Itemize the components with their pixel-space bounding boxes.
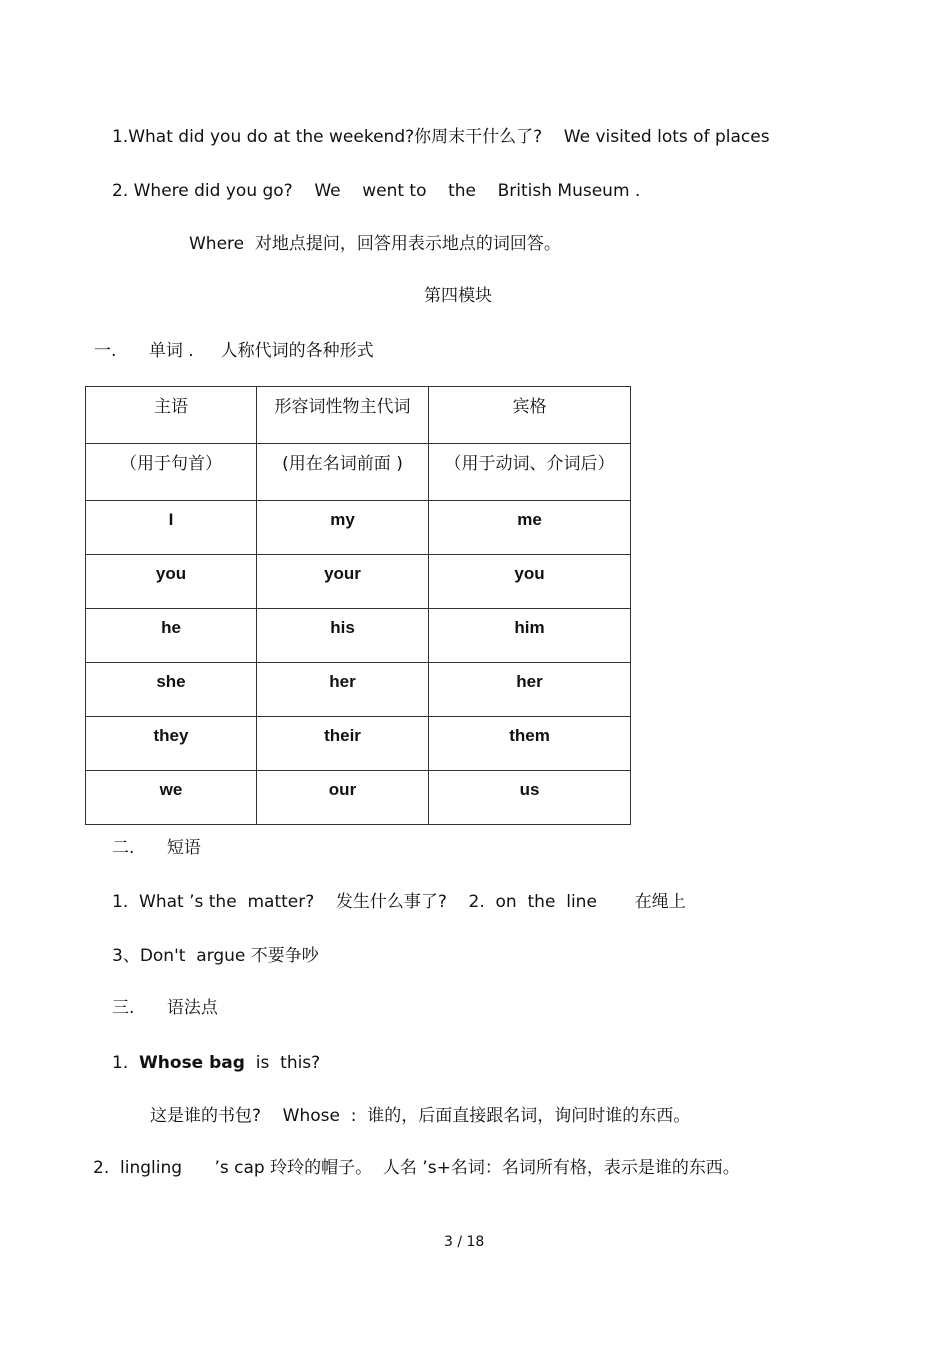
table-cell: you: [86, 555, 257, 609]
note-where: Where 对地点提问，回答用表示地点的词回答。: [189, 234, 561, 254]
table-cell: they: [86, 717, 257, 771]
section-three-heading: 三. 语法点: [112, 998, 218, 1018]
table-cell: her: [257, 663, 429, 717]
table-cell: their: [257, 717, 429, 771]
grammar-possessive: 2. lingling ’s cap 玲玲的帽子。 人名 ’s+名词：名词所有格，表示是谁的东西。: [93, 1158, 740, 1178]
table-cell: your: [257, 555, 429, 609]
table-subheader-row: [86, 444, 631, 501]
phrase-argue: 3、Don't argue 不要争吵: [112, 946, 319, 966]
table-cell: my: [257, 501, 429, 555]
table-header-row: [86, 387, 631, 444]
grammar-whose-question: [112, 1052, 320, 1074]
table-cell: me: [429, 501, 631, 555]
pronoun-table: [85, 386, 631, 825]
phrase-matter-line: 1. What ’s the matter? 发生什么事了? 2. on the line 在绳上: [112, 892, 686, 912]
table-cell: you: [429, 555, 631, 609]
table-header-cell: 宾格: [429, 387, 631, 444]
grammar-bold-phrase: Whose bag: [139, 1053, 245, 1073]
table-cell: he: [86, 609, 257, 663]
table-row: [86, 555, 631, 609]
table-row: [86, 717, 631, 771]
table-subheader-cell: (用在名词前面 ): [257, 444, 429, 501]
table-cell: his: [257, 609, 429, 663]
table-cell: she: [86, 663, 257, 717]
page-number: 3 / 18: [444, 1234, 485, 1250]
table-row: [86, 609, 631, 663]
module-title: 第四模块: [424, 286, 492, 306]
table-subheader-cell: （用于动词、介词后）: [429, 444, 631, 501]
grammar-rest: is this?: [244, 1053, 321, 1073]
table-row: [86, 771, 631, 825]
table-row: [86, 663, 631, 717]
table-header-cell: 形容词性物主代词: [257, 387, 429, 444]
sentence-where: 2. Where did you go? We went to the British Museum .: [112, 181, 641, 201]
grammar-number: 1.: [112, 1053, 140, 1073]
table-cell: our: [257, 771, 429, 825]
section-one-heading: 一. 单词 . 人称代词的各种形式: [94, 341, 374, 361]
sentence-weekend: 1.What did you do at the weekend?你周末干什么了? We visited lots of places: [112, 127, 770, 147]
table-cell: him: [429, 609, 631, 663]
grammar-whose-explanation: 这是谁的书包? Whose : 谁的，后面直接跟名词，询问时谁的东西。: [150, 1106, 691, 1126]
table-cell: her: [429, 663, 631, 717]
table-cell: I: [86, 501, 257, 555]
table-cell: them: [429, 717, 631, 771]
table-subheader-cell: （用于句首）: [86, 444, 257, 501]
table-cell: we: [86, 771, 257, 825]
section-two-heading: 二. 短语: [112, 838, 201, 858]
table-header-cell: 主语: [86, 387, 257, 444]
table-cell: us: [429, 771, 631, 825]
table-row: [86, 501, 631, 555]
